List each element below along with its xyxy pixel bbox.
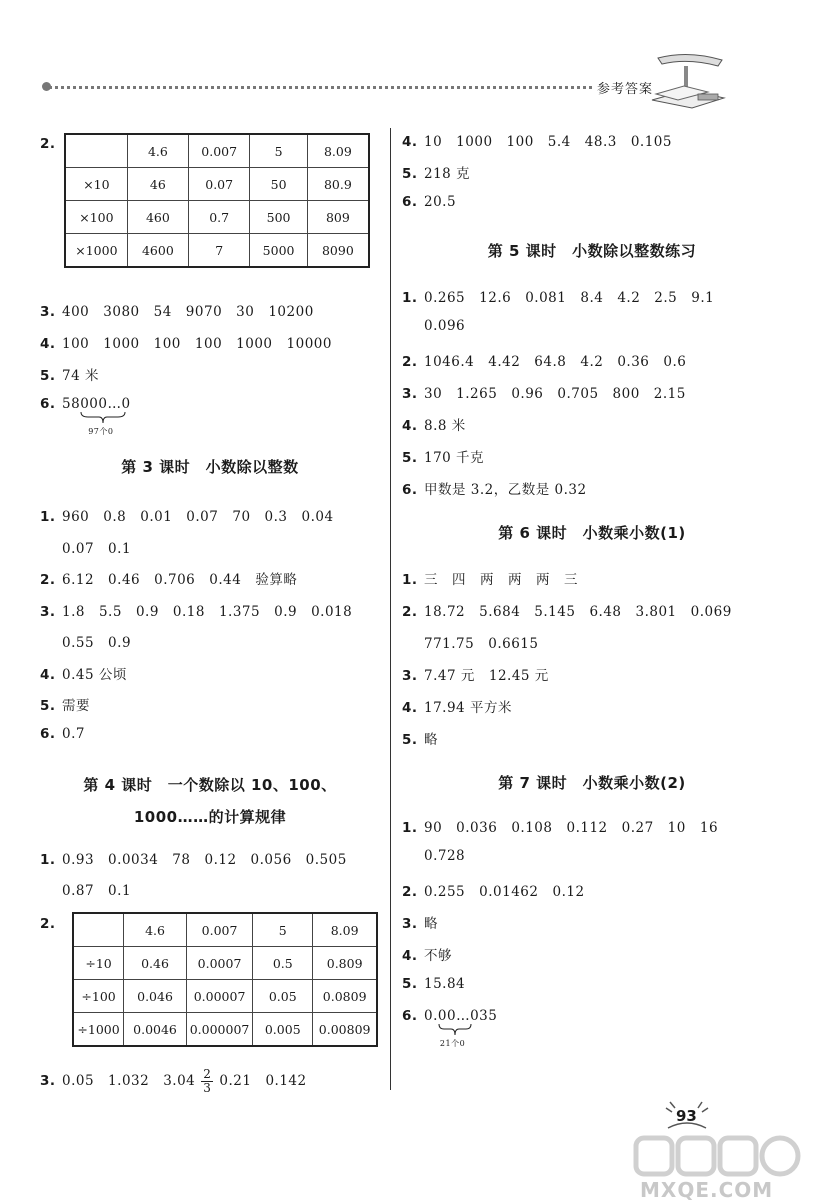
table-cell (65, 134, 127, 168)
answer-item: 5. 74 米 (40, 368, 99, 384)
answer-item: 3. 0.05 1.032 3.04 $\frac{2}{3}$ 0.21 0.142 (40, 1067, 307, 1096)
table-cell: 0.007 (188, 134, 249, 168)
table-cell: 0.00007 (186, 980, 252, 1013)
table-cell: 0.000007 (186, 1013, 252, 1047)
answer-item: 0.096 (424, 318, 466, 334)
table-cell: 5 (253, 913, 313, 947)
table-row (65, 168, 369, 201)
table-cell: 460 (127, 201, 188, 234)
answer-item: 6. 0.00… 21个0 035 (402, 1008, 498, 1048)
underbrace-number: 00… 21个0 (437, 1008, 471, 1048)
answer-item: 6. 0.7 (40, 725, 85, 742)
table-cell: 8.09 (307, 134, 369, 168)
table-cell: ×100 (65, 201, 127, 234)
page-number: 93 (676, 1107, 697, 1125)
division-table (72, 912, 378, 1047)
answer-item: 4. 不够 (402, 948, 452, 964)
table-cell: ÷10 (73, 947, 124, 980)
table-cell: ÷1000 (73, 1013, 124, 1047)
answer-item: 1. 960 0.8 0.01 0.07 70 0.3 0.04 (40, 509, 334, 525)
answer-item: 5. 需要 (40, 698, 90, 714)
table-cell: 0.05 (253, 980, 313, 1013)
table-cell: 0.07 (188, 168, 249, 201)
section-title: 第 3 课时 小数除以整数 (121, 458, 299, 476)
table-cell: 8.09 (313, 913, 377, 947)
table-cell: ÷100 (73, 980, 124, 1013)
table-cell: 500 (250, 201, 307, 234)
answer-item: 2. 18.72 5.684 5.145 6.48 3.801 0.069 (402, 604, 732, 620)
answer-item: 2. 6.12 0.46 0.706 0.44 验算略 (40, 572, 298, 588)
table-row (73, 980, 377, 1013)
answer-item: 0.07 0.1 (62, 540, 132, 557)
answer-item: 5. 略 (402, 732, 438, 748)
table-cell: 0.046 (124, 980, 187, 1013)
section-title: 1000……的计算规律 (133, 808, 287, 826)
table-cell: 0.0809 (313, 980, 377, 1013)
table-cell: 0.005 (253, 1013, 313, 1047)
table-cell: 0.00809 (313, 1013, 377, 1047)
table-cell: 8090 (307, 234, 369, 268)
answer-item: 2. 0.255 0.01462 0.12 (402, 884, 585, 900)
answer-item: 771.75 0.6615 (424, 636, 539, 652)
answer-item: 6. 甲数是 3.2，乙数是 0.32 (402, 482, 587, 498)
answer-item: 5. 218 克 (402, 166, 471, 182)
table-cell: 7 (188, 234, 249, 268)
underbrace-icon (438, 1023, 472, 1037)
table-cell (73, 913, 124, 947)
table-cell: 5 (250, 134, 307, 168)
table-cell: 809 (307, 201, 369, 234)
table-row (65, 201, 369, 234)
answer-item: 0.87 0.1 (62, 883, 132, 899)
watermark-url: MXQE.COM (640, 1178, 774, 1202)
answer-item: 6. 58000…0 97个0 (40, 396, 131, 436)
answer-item: 0.728 (424, 848, 466, 864)
table-cell: 0.7 (188, 201, 249, 234)
answer-item: 6. 20.5 (402, 194, 457, 210)
answer-item: 2. 1046.4 4.42 64.8 4.2 0.36 0.6 (402, 354, 687, 370)
table-cell: 4.6 (124, 913, 187, 947)
table-row (73, 947, 377, 980)
underbrace-number: 000…0 97个0 (80, 396, 131, 436)
table-cell: 0.0046 (124, 1013, 187, 1047)
section-title: 第 7 课时 小数乘小数(2) (498, 774, 686, 792)
underbrace-icon (80, 411, 126, 425)
table-cell: 0.0007 (186, 947, 252, 980)
answer-item: 1. 0.265 12.6 0.081 8.4 4.2 2.5 9.1 (402, 290, 715, 306)
table-cell: 0.46 (124, 947, 187, 980)
answer-item: 3. 30 1.265 0.96 0.705 800 2.15 (402, 386, 686, 402)
table-row (73, 1013, 377, 1047)
table-cell: 4600 (127, 234, 188, 268)
answer-item: 0.55 0.9 (62, 635, 132, 651)
header-dotted-rule (44, 86, 592, 89)
answer-item: 4. 17.94 平方米 (402, 700, 512, 716)
answer-item: 2. (40, 916, 56, 932)
desk-lamp-books-icon (648, 50, 728, 110)
section-title: 第 5 课时 小数除以整数练习 (487, 242, 697, 260)
answer-item: 1. 90 0.036 0.108 0.112 0.27 10 16 (402, 820, 719, 836)
fraction: $\frac{2}{3}$ (203, 1067, 212, 1096)
section-title: 第 6 课时 小数乘小数(1) (498, 524, 686, 542)
table-header-row (73, 913, 377, 947)
table-header-row (65, 134, 369, 168)
answer-item: 3. 7.47 元 12.45 元 (402, 668, 549, 684)
table-cell: ×10 (65, 168, 127, 201)
answer-item: 5. 170 千克 (402, 450, 485, 466)
answer-item: 3. 1.8 5.5 0.9 0.18 1.375 0.9 0.018 (40, 603, 353, 620)
table-row (65, 234, 369, 268)
table-cell: ×1000 (65, 234, 127, 268)
answer-item: 4. 10 1000 100 5.4 48.3 0.105 (402, 134, 672, 150)
answer-item: 2. (40, 136, 56, 152)
answer-item: 4. 100 1000 100 100 1000 10000 (40, 336, 332, 352)
answer-item: 4. 0.45 公顷 (40, 666, 127, 683)
table-cell: 0.007 (186, 913, 252, 947)
answer-item: 3. 400 3080 54 9070 30 10200 (40, 304, 314, 320)
column-divider (390, 128, 391, 1090)
table-cell: 4.6 (127, 134, 188, 168)
answer-item: 5. 15.84 (402, 976, 466, 992)
section-title: 第 4 课时 一个数除以 10、100、 (83, 776, 337, 794)
answer-item: 1. 0.93 0.0034 78 0.12 0.056 0.505 (40, 852, 347, 868)
table-cell: 50 (250, 168, 307, 201)
table-cell: 46 (127, 168, 188, 201)
table-cell: 80.9 (307, 168, 369, 201)
table-cell: 0.809 (313, 947, 377, 980)
multiplication-table (64, 133, 370, 268)
answer-item: 1. 三 四 两 两 两 三 (402, 572, 578, 588)
answer-item: 4. 8.8 米 (402, 418, 466, 434)
table-cell: 0.5 (253, 947, 313, 980)
answer-item: 3. 略 (402, 916, 438, 932)
header-title: 参考答案 (597, 82, 654, 97)
table-cell: 5000 (250, 234, 307, 268)
